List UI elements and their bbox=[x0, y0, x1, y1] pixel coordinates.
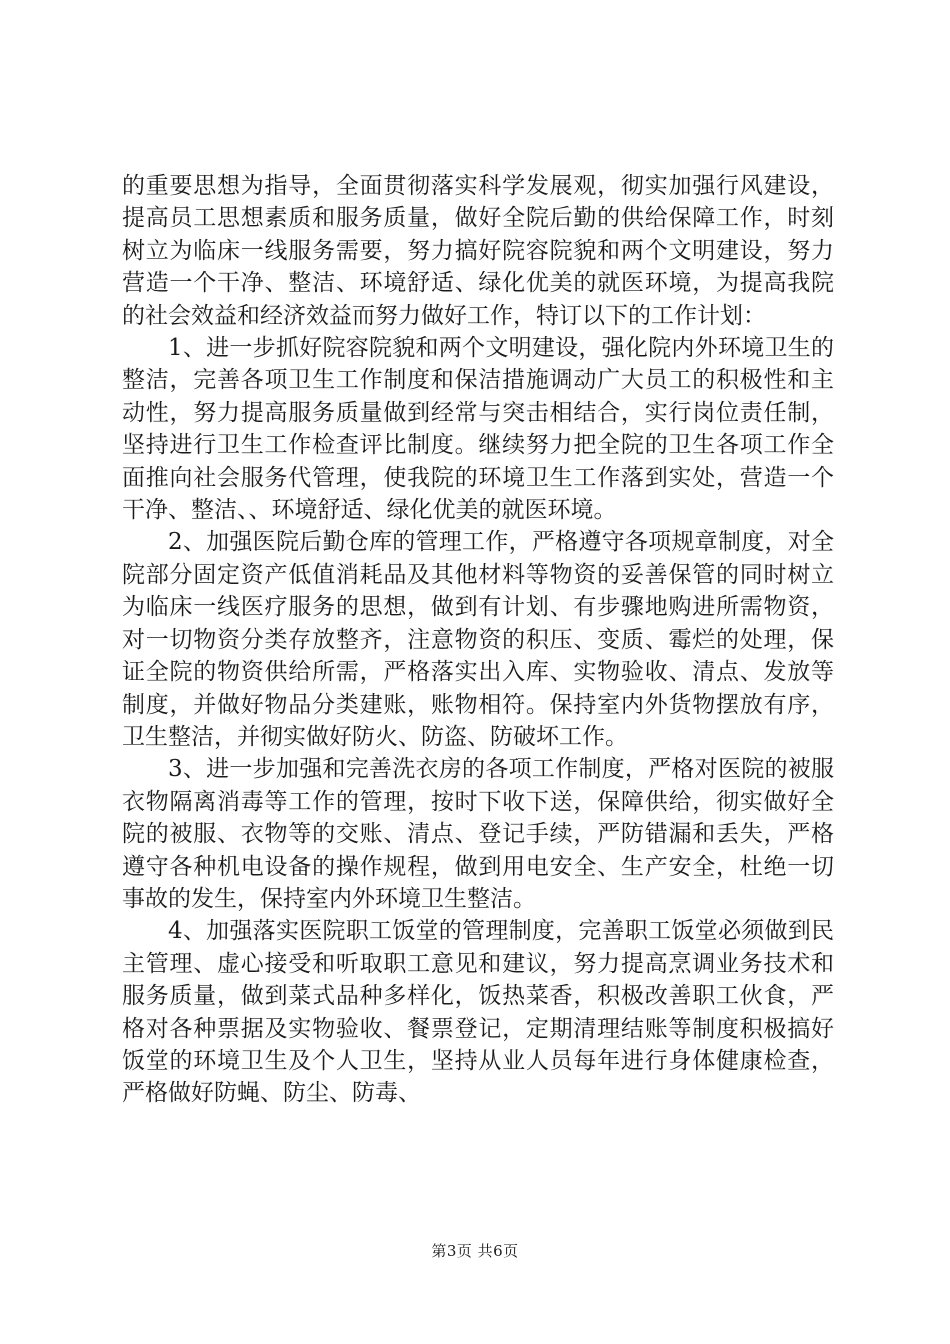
page-number-footer: 第3页 共6页 bbox=[431, 1242, 519, 1260]
paragraph-item-1: 1、进一步抓好院容院貌和两个文明建设，强化院内外环境卫生的整洁，完善各项卫生工作制度和保洁措施调动广大员工的积极性和主动性，努力提高服务质量做到经常与突击相结合，实行岗位责任制，坚持进行卫生工作检查评比制度。继续努力把全院的卫生各项工作全面推向社会服务代管理，使我院的环境卫生工作落到实处，营造一个干净、整洁、、环境舒适、绿化优美的就医环境。 bbox=[122, 335, 834, 524]
paragraph-item-3: 3、进一步加强和完善洗衣房的各项工作制度，严格对医院的被服衣物隔离消毒等工作的管理，按时下收下送，保障供给，彻实做好全院的被服、衣物等的交账、清点、登记手续，严防错漏和丢失，严格遵守各种机电设备的操作规程，做到用电安全、生产安全，杜绝一切事故的发生，保持室内外环境卫生整洁。 bbox=[122, 756, 834, 912]
paragraph-item-2: 2、加强医院后勤仓库的管理工作，严格遵守各项规章制度，对全院部分固定资产低值消耗品及其他材料等物资的妥善保管的同时树立为临床一线医疗服务的思想，做到有计划、有步骤地购进所需物资，对一切物资分类存放整齐，注意物资的积压、变质、霉烂的处理，保证全院的物资供给所需，严格落实出入库、实物验收、清点、发放等制度，并做好物品分类建账，账物相符。保持室内外货物摆放有序，卫生整洁，并彻实做好防火、防盗、防破坏工作。 bbox=[122, 529, 834, 750]
paragraph-intro-continuation: 的重要思想为指导，全面贯彻落实科学发展观，彻实加强行风建设，提高员工思想素质和服务质量，做好全院后勤的供给保障工作，时刻树立为临床一线服务需要，努力搞好院容院貌和两个文明建设，努力营造一个干净、整洁、环境舒适、绿化优美的就医环境，为提高我院的社会效益和经济效益而努力做好工作，特订以下的工作计划： bbox=[122, 173, 834, 329]
paragraph-item-4: 4、加强落实医院职工饭堂的管理制度，完善职工饭堂必须做到民主管理、虚心接受和听取职工意见和建议，努力提高烹调业务技术和服务质量，做到菜式品种多样化，饭热菜香，积极改善职工伙食，严格对各种票据及实物验收、餐票登记，定期清理结账等制度积极搞好饭堂的环境卫生及个人卫生，坚持从业人员每年进行身体健康检查，严格做好防蝇、防尘、防毒、 bbox=[122, 918, 834, 1107]
document-body bbox=[122, 170, 834, 1110]
